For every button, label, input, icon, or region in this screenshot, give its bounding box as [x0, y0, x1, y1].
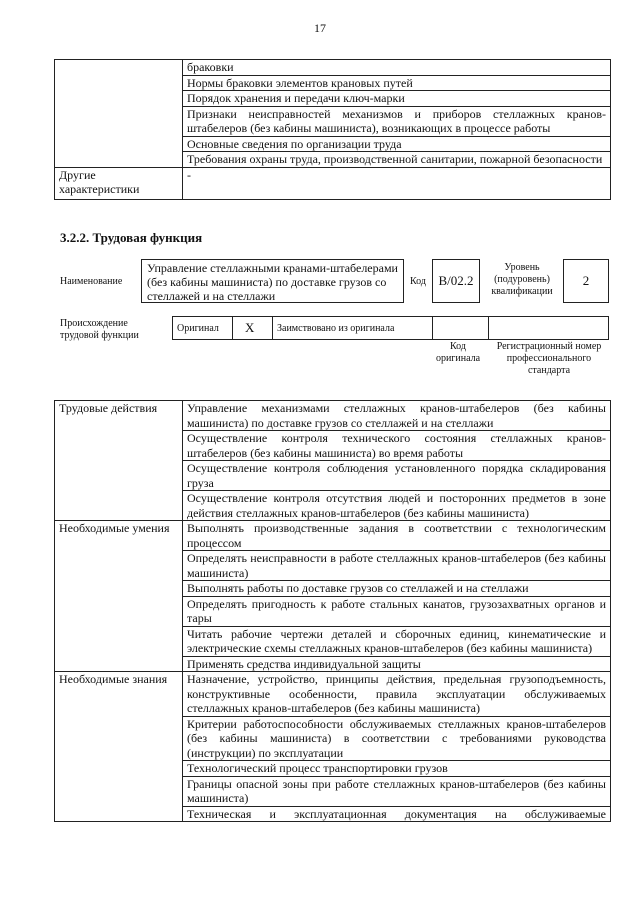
skill-item: Определять неисправности в работе стеллажных кранов-штабелеров (без кабины машиниста) — [183, 551, 611, 581]
original-label: Оригинал — [173, 317, 233, 340]
knowledge-label-cell — [55, 60, 183, 168]
knowledge-item: Порядок хранения и передачи ключ-марки — [183, 91, 611, 107]
page-number: 17 — [314, 21, 326, 35]
labor-action-item: Осуществление контроля отсутствия людей и посторонних предметов в зоне действия стеллажных кранов-штабелеров (без кабины машиниста) — [183, 491, 611, 521]
origin-code-caption: Код оригинала — [435, 341, 481, 364]
labor-action-item: Осуществление контроля соблюдения установленного порядка складирования груза — [183, 461, 611, 491]
original-mark: X — [233, 317, 273, 340]
skill-item: Выполнять работы по доставке грузов со стеллажей и на стеллажи — [183, 581, 611, 597]
knowledge-item: Основные сведения по организации труда — [183, 136, 611, 152]
labor-action-item: Осуществление контроля технического состояния стеллажных кранов-штабелеров (без кабины машиниста) во время работы — [183, 431, 611, 461]
required-knowledge-label: Необходимые знания — [55, 672, 183, 822]
skill-item: Читать рабочие чертежи деталей и сборочных единиц, кинематические и электрические схемы стеллажных кранов-штабелеров (без кабины машиниста) — [183, 626, 611, 656]
other-characteristics-label: Другие характеристики — [55, 167, 183, 199]
knowledge-item: Нормы браковки элементов крановых путей — [183, 75, 611, 91]
knowledge-item: Назначение, устройство, принципы действия, предельная грузоподъемность, конструктивные особенности, правила эксплуатации обслуживаемых стеллажных кранов-штабелеров (без кабины машиниста) — [183, 672, 611, 717]
origin-table — [172, 316, 609, 340]
function-name-box: Управление стеллажными кранами-штабелерами (без кабины машиниста) по доставке грузов со стеллажей и на стеллажи — [141, 259, 404, 303]
origin-code-cell — [433, 317, 489, 340]
knowledge-item: браковки — [183, 60, 611, 76]
reg-number-cell — [489, 317, 609, 340]
qualification-level-box: 2 — [563, 259, 609, 303]
other-characteristics-value: - — [183, 167, 611, 199]
labor-action-item: Управление механизмами стеллажных кранов-штабелеров (без кабины машиниста) по доставке грузов со стеллажей и на стеллажи — [183, 401, 611, 431]
required-skills-label: Необходимые умения — [55, 521, 183, 672]
continued-knowledge-table — [54, 59, 611, 200]
labor-function-table — [54, 400, 611, 822]
knowledge-item: Границы опасной зоны при работе стеллажных кранов-штабелеров (без кабины машиниста) — [183, 776, 611, 806]
knowledge-item: Требования охраны труда, производственной санитарии, пожарной безопасности — [183, 152, 611, 168]
origin-label: Происхождение трудовой функции — [60, 318, 139, 341]
section-title: 3.2.2. Трудовая функция — [60, 230, 203, 245]
borrowed-label: Заимствовано из оригинала — [273, 317, 433, 340]
function-code-box: B/02.2 — [432, 259, 480, 303]
skill-item: Выполнять производственные задания в соответствии с технологическим процессом — [183, 521, 611, 551]
knowledge-item: Признаки неисправностей механизмов и приборов стеллажных кранов-штабелеров (без кабины машиниста), возникающих в процессе работы — [183, 106, 611, 136]
reg-number-caption: Регистрационный номер профессионального стандарта — [496, 341, 602, 376]
qualification-level-label: Уровень (подуровень) квалификации — [491, 262, 553, 297]
labor-actions-label: Трудовые действия — [55, 401, 183, 521]
skill-item: Применять средства индивидуальной защиты — [183, 656, 611, 672]
code-label: Код — [410, 276, 426, 287]
skill-item: Определять пригодность к работе стальных канатов, грузозахватных органов и тары — [183, 596, 611, 626]
knowledge-item: Критерии работоспособности обслуживаемых стеллажных кранов-штабелеров (без кабины машиниста) в соответствии с требованиями руководства (инструкции) по эксплуатации — [183, 716, 611, 761]
name-label: Наименование — [60, 276, 123, 287]
knowledge-item: Техническая и эксплуатационная документация на обслуживаемые — [183, 806, 611, 822]
knowledge-item: Технологический процесс транспортировки грузов — [183, 761, 611, 777]
